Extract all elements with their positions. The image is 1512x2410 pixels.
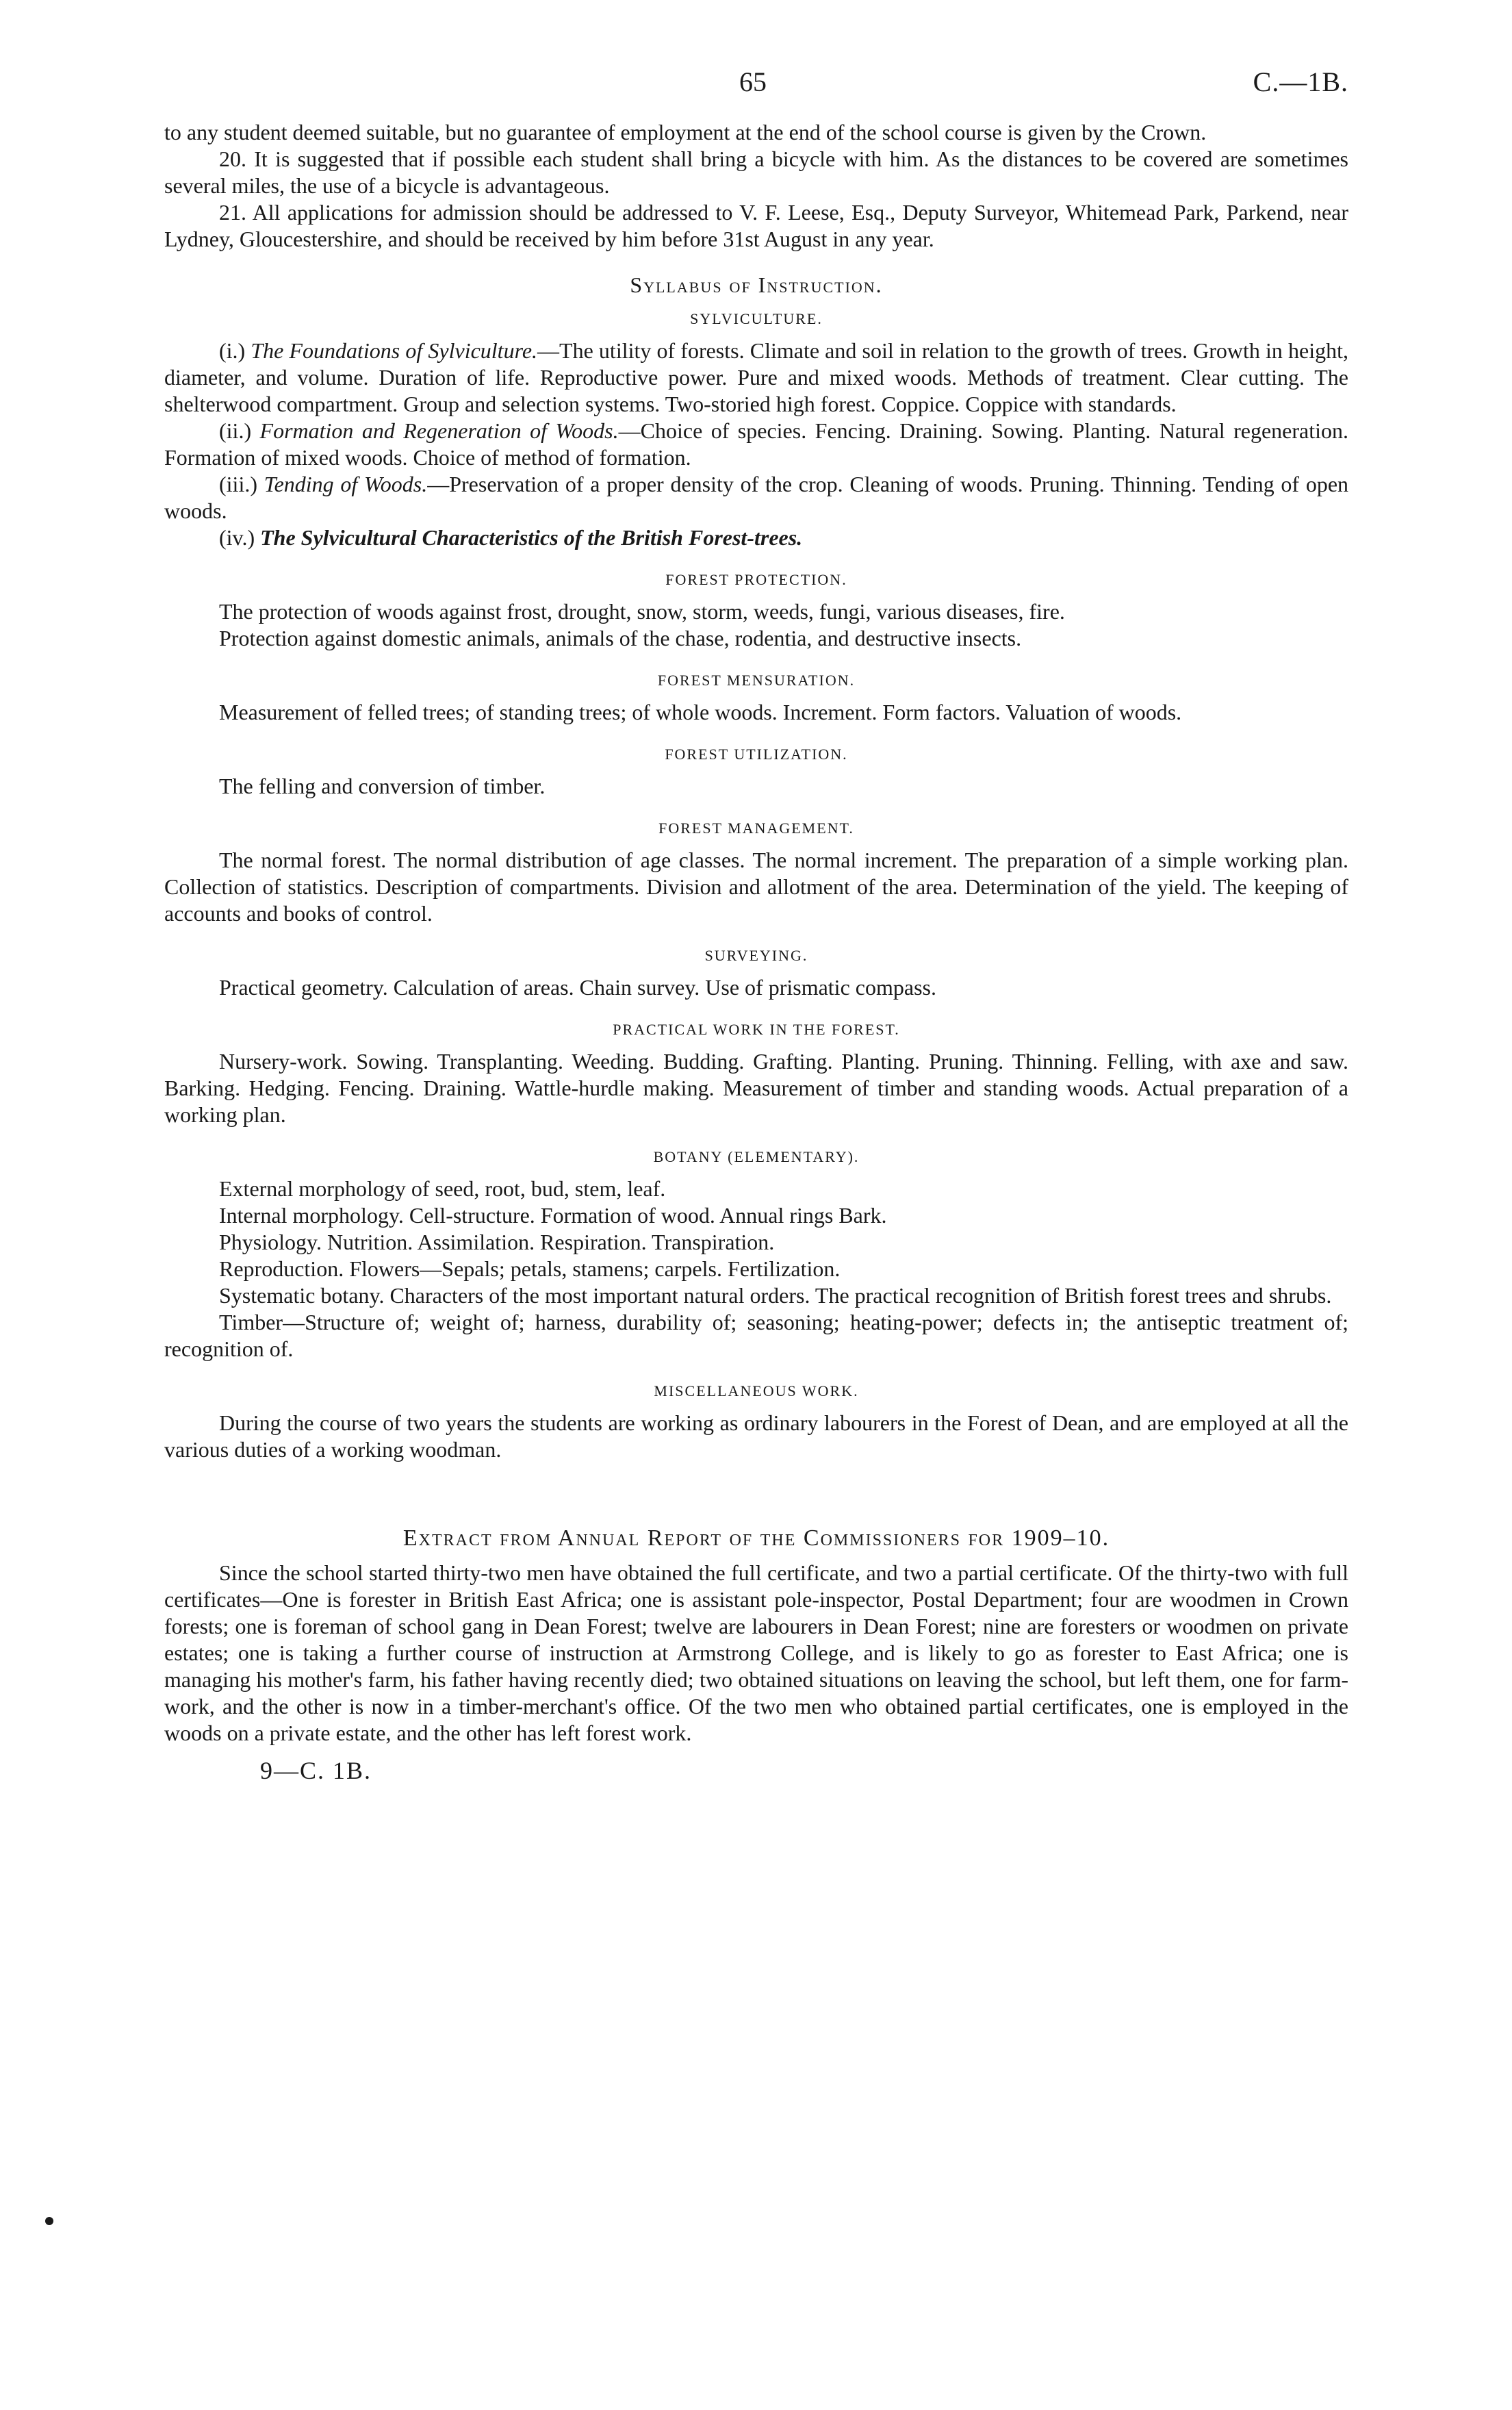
item-number: (ii.) (219, 418, 252, 443)
forest-mensuration-heading: FOREST MENSURATION. (657, 672, 856, 689)
forest-management-heading: FOREST MANAGEMENT. (658, 820, 854, 837)
footer-reference: 9—C. 1B. (260, 1757, 372, 1784)
miscellaneous-heading: MISCELLANEOUS WORK. (654, 1382, 859, 1399)
botany-heading: BOTANY (ELEMENTARY). (653, 1148, 860, 1165)
item-title: The Sylvicultural Characteristics of the British Forest-trees. (260, 525, 803, 550)
practical-work-text: Nursery-work. Sowing. Transplanting. Weeding. Budding. Grafting. Planting. Pruning. Thinning. Felling, with axe and saw. Barking. Hedging. Fencing. Draining. Wattle-hurdle making. Measurement of timber and standing woods. Actual preparation of a working plan. (164, 1049, 1348, 1127)
page-header (164, 68, 1348, 110)
forest-protection-paragraph: Protection against domestic animals, animals of the chase, rodentia, and destructive insects. (219, 626, 1022, 650)
sylviculture-item-2 (164, 418, 1348, 471)
document-page (164, 68, 1348, 1784)
sylviculture-heading: SYLVICULTURE. (690, 310, 823, 327)
forest-protection-heading: FOREST PROTECTION. (665, 571, 847, 588)
item-title: The Foundations of Sylviculture. (251, 338, 538, 363)
forest-management-text: The normal forest. The normal distribution of age classes. The normal increment. The preparation of a simple working plan. Collection of statistics. Description of compartments. Division and allotment of the area. Determination of the yield. The keeping of accounts and books of control. (164, 848, 1348, 926)
botany-line: Timber—Structure of; weight of; harness, durability of; seasoning; heating-power; defects in; the antiseptic treatment of; recognition of. (164, 1310, 1348, 1361)
item-title: Formation and Regeneration of Woods. (259, 418, 619, 443)
clause-20: 20. It is suggested that if possible each student shall bring a bicycle with him. As the distances to be covered are sometimes several miles, the use of a bicycle is advantageous. (164, 147, 1348, 198)
surveying-text: Practical geometry. Calculation of areas. Chain survey. Use of prismatic compass. (219, 975, 936, 1000)
extract-title: Extract from Annual Report of the Commissioners for 1909–10. (402, 1525, 1110, 1551)
botany-line: Internal morphology. Cell-structure. Formation of wood. Annual rings Bark. (219, 1203, 887, 1228)
forest-mensuration-text: Measurement of felled trees; of standing trees; of whole woods. Increment. Form factors. Valuation of woods. (219, 700, 1182, 724)
botany-line: External morphology of seed, root, bud, stem, leaf. (219, 1176, 666, 1201)
surveying-heading: SURVEYING. (704, 947, 808, 964)
forest-utilization-text: The felling and conversion of timber. (219, 774, 546, 798)
botany-line: Reproduction. Flowers—Sepals; petals, stamens; carpels. Fertilization. (219, 1256, 841, 1281)
forest-protection-paragraph: The protection of woods against frost, drought, snow, storm, weeds, fungi, various diseases, fire. (219, 599, 1065, 624)
sylviculture-item-4 (164, 524, 1348, 551)
item-title: Tending of Woods. (264, 472, 428, 496)
syllabus-title: Syllabus of Instruction. (630, 272, 883, 297)
item-text: —The utility of forests. Climate and soil in relation to the growth of trees. Growth in height, diameter, and volume. Duration of life. Reproductive power. Pure and mixed woods. Methods of treatment. Clear cutting. The shelterwood compartment. Group and selection systems. Two-storied high forest. Coppice. Coppice with standards. (164, 338, 1349, 416)
clause-21: 21. All applications for admission should be addressed to V. F. Leese, Esq., Deputy Surveyor, Whitemead Park, Parkend, near Lydney, Gloucestershire, and should be received by him before 31st August in any year. (164, 200, 1348, 251)
forest-utilization-heading: FOREST UTILIZATION. (665, 746, 848, 763)
item-number: (i.) (219, 338, 246, 363)
miscellaneous-text: During the course of two years the students are working as ordinary labourers in the Forest of Dean, and are employed at all the various duties of a working woodman. (164, 1410, 1348, 1462)
page-reference: C.—1B. (1253, 66, 1348, 97)
sylviculture-item-1 (164, 338, 1348, 418)
practical-work-heading: PRACTICAL WORK IN THE FOREST. (613, 1021, 900, 1038)
item-text: —Preservation of a proper density of the crop. Cleaning of woods. Pruning. Thinning. Tending of open woods. (164, 472, 1349, 523)
margin-dot (45, 2217, 53, 2225)
page-number: 65 (739, 66, 767, 97)
intro-paragraph: to any student deemed suitable, but no guarantee of employment at the end of the school course is given by the Crown. (164, 120, 1207, 144)
extract-text: Since the school started thirty-two men have obtained the full certificate, and two a partial certificate. Of the thirty-two with full certificates—One is forester in British East Africa; one is assistant pole-inspector, Postal Department; four are woodmen in Crown forests; one is foreman of school gang in Dean Forest; twelve are labourers in Dean Forest; nine are foresters or woodmen on private estates; one is taking a further course of instruction at Armstrong College, and is likely to go as forester to East Africa; one is managing his mother's farm, his father having recently died; two obtained situations on leaving the school, but left them, one for farm-work, and the other is now in a timber-merchant's office. Of the two men who obtained partial certificates, one is employed in the woods on a private estate, and the other has left forest work. (164, 1560, 1348, 1745)
sylviculture-item-3 (164, 471, 1348, 524)
botany-line: Systematic botany. Characters of the most important natural orders. The practical recognition of British forest trees and shrubs. (219, 1283, 1332, 1308)
item-text: —Choice of species. Fencing. Draining. Sowing. Planting. Natural regeneration. Formation of mixed woods. Choice of method of formation. (164, 418, 1348, 470)
botany-line: Physiology. Nutrition. Assimilation. Respiration. Transpiration. (219, 1230, 775, 1254)
item-number: (iii.) (219, 472, 257, 496)
item-number: (iv.) (219, 525, 255, 550)
